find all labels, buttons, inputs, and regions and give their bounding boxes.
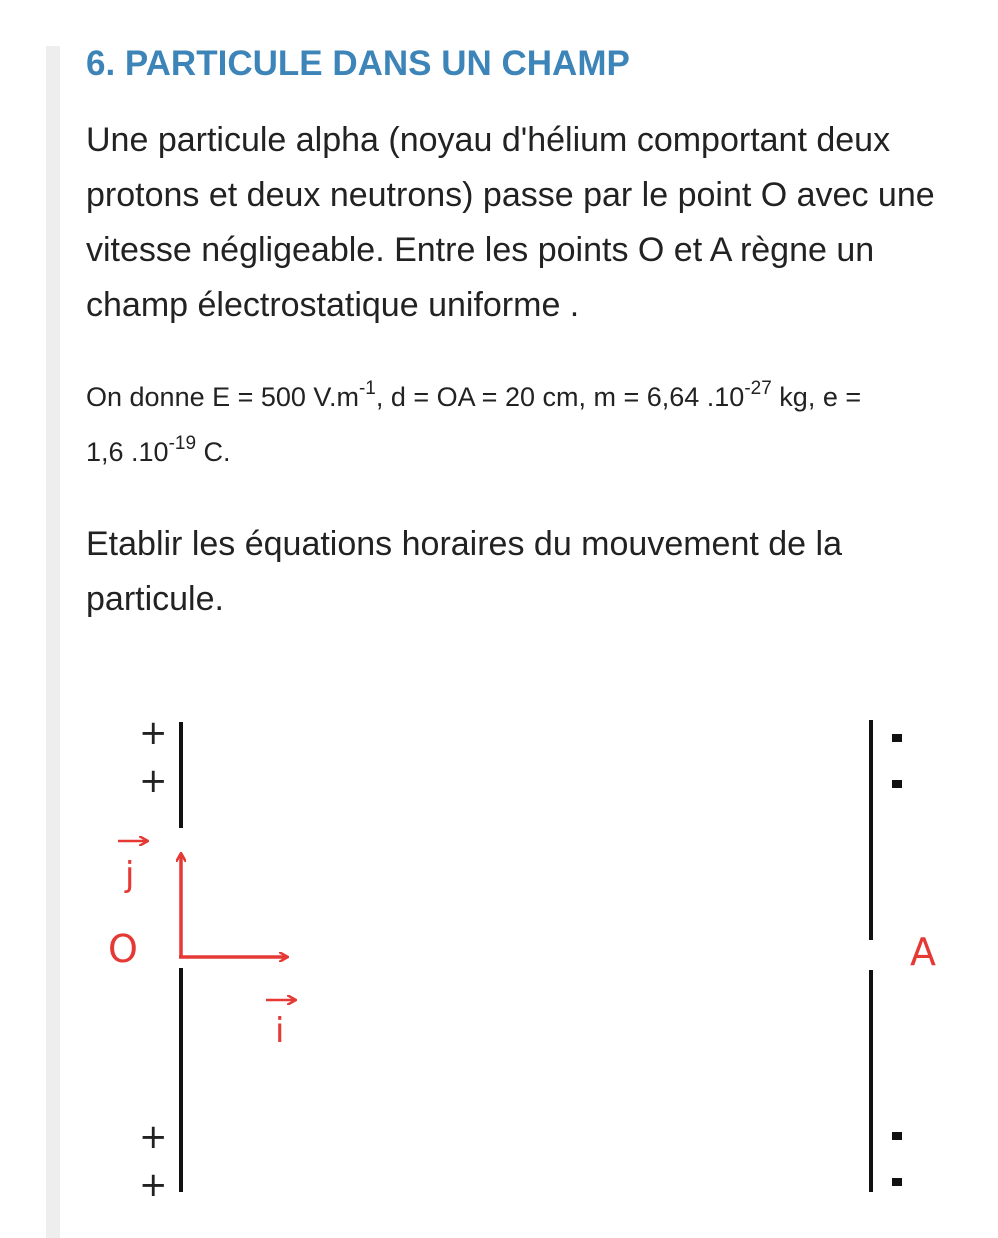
unit-vector-i-label: i	[275, 1011, 285, 1051]
minus-sign-4	[892, 1178, 902, 1186]
unit-vector-j-label: j	[125, 855, 135, 895]
point-O-label: O	[108, 927, 138, 971]
minus-sign-1	[892, 734, 902, 742]
given-data-suffix: C.	[196, 437, 231, 467]
section-title: 6. PARTICULE DANS UN CHAMP	[86, 44, 630, 83]
plus-sign-4: +	[139, 1165, 168, 1205]
given-data-prefix: On donne E = 500 V.m	[86, 382, 359, 412]
given-data-line-1	[86, 378, 862, 413]
given-data-e-mantissa: 1,6 .10	[86, 437, 169, 467]
problem-statement: Une particule alpha (noyau d'hélium comportant deux protons et deux neutrons) passe par le point O avec une vitesse négligeable. Entre les points O et A règne un champ électrostatique uniforme .	[86, 121, 935, 324]
plus-sign-3: +	[139, 1117, 168, 1157]
minus-sign-3	[892, 1132, 902, 1140]
given-data-exp-e: -19	[168, 433, 197, 454]
quote-side-bar	[46, 46, 60, 1238]
plus-sign-2: +	[139, 761, 168, 801]
plus-sign-1: +	[139, 713, 168, 753]
given-data-line-2	[86, 433, 231, 468]
minus-sign-2	[892, 780, 902, 788]
given-data-exp-E: -1	[358, 378, 376, 399]
given-data-exp-m: -27	[744, 378, 772, 399]
field-diagram-svg	[86, 700, 966, 1210]
given-data-mid-2: kg, e =	[771, 382, 862, 412]
point-A-label: A	[910, 930, 936, 974]
given-data-mid-1: , d = OA = 20 cm, m = 6,64 .10	[375, 382, 745, 412]
field-diagram	[86, 700, 966, 1210]
question-text: Etablir les équations horaires du mouvement de la particule.	[86, 525, 842, 618]
